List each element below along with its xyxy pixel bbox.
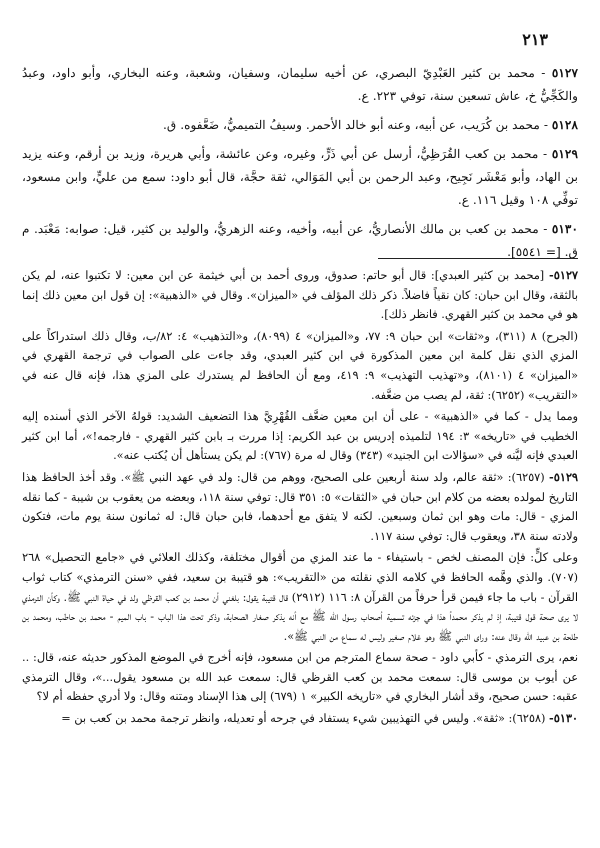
footnote-text: نعم، يرى الترمذي - كأبي داود - صحة سماع المترجم من ابن مسعود، فإنه أخرج في الموضع المذكور حديثه عنه، قال: .. عن أيوب بن موسى قال: سمعت محمد بن كعب القرظي قال: سمعت عبد الله بن مسعود يقول...»، وقال الترمذي عقبه: حسن صحيح، وقد أشار البخاري في «تاريخه الكبير» ١ (٦٧٩) إلى هذا الإسناد ومتنه وقال: ولا أدري حفظه أم لا؟ (22, 651, 578, 704)
footnote-number: ٥١٢٧- (549, 268, 579, 282)
footnote-paragraph (22, 548, 578, 646)
footnote-text: وعلى كلٍّ: فإن المصنف لخص - باستيفاء - ما عند المزي من أقوال مختلفة، وكذلك العلائي في «جامع التحصيل» ٢٦٨ (٧٠٧). والذي وهَّمه الحافظ في كلامه الذي نقلته من «التقريب»: هو قتيبة بن سعيد، ففي «سنن الترمذي» كتاب ثواب القرآن - باب ما جاء فيمن قرأ حرفاً من القرآن ٨: ١١٦ (٢٩١٢) قال قتيبة يقول: بلغني أن محمد بن كعب القرظي ولد في حياة النبي ﷺ. وكأن الترمذي لا يرى صحة قول قتيبة، إذ لم يذكر محمداً هذا في جزئه تسمية أصحاب رسول الله ﷺ مع أنه يذكر صغار الصحابة، وذكر تحت هذا الباب - باب الميم - محمد بن حاطب، ومحمد بن طلحة بن عبيد الله وقال عنه: وراى النبي ﷺ وهو غلام صغير وليس له سماع من النبي ﷺ». (22, 551, 578, 643)
footnote-5127 (22, 266, 578, 325)
entry-number: ٥١٣٠ (551, 222, 579, 236)
footnote-text: [محمد بن كثير العبدي]: قال أبو حاتم: صدوق، وروى أحمد بن أبي خيثمة عن ابن معين: لا تكتبوا عنه، لم يكن بالثقة، وقال ابن حبان: كان نقياً فاضلاً. ذكر ذلك المؤلف في «الميزان». وقال في «الذهبية»: إن قول ابن معين ذلك إنما هو في محمد بن كثير القهري. فانظر ذلك]. (22, 269, 578, 322)
entry-text: - محمد بن كعب القُرَظِيُّ، أرسل عن أبي ذَرٍّ، وغيره، وعن عائشة، وأبي هريرة، وزيد بن أرقم، وعنه يزيد بن الهاد، وأبو مَعْشَر نَجِيح، وعبد الرحمن بن أبي المَوَالي، ثقة حجَّة، قال أبو داود: سمع من عليٍّ، وابن مسعود، توفِّي ١٠٨ وقيل ١١٦. ع. (22, 147, 578, 207)
entry-number: ٥١٢٨ (551, 118, 578, 132)
entry-5128 (22, 114, 578, 137)
footnote-paragraph (22, 648, 578, 707)
footnote-text: ومما يدل - كما في «الذهبية» - على أن ابن معين ضعَّف القُهْرِيَّ هذا التضعيف الشديد: قولهُ الآخر الذي أسنده إليه الخطيب في «تاريخه» ٣: ١٩٤ لتلميذه إدريس بن عبد الكريم: إذا مررت بـ بابن كثير القهري - فارجمه!»، أما ابن كثير العبدي فإنه ليَّنه في «سؤالات ابن الجنيد» (٣٤٣) وقال له مرة (٧٦٧): لم يكن يستأهل أن يُكتب عنه». (22, 410, 578, 463)
entry-5127 (22, 62, 578, 108)
entries-section (22, 62, 578, 270)
entry-number: ٥١٢٧ (551, 66, 578, 80)
footnote-number: ٥١٣٠- (549, 711, 578, 726)
footnote-5130 (22, 709, 578, 729)
footnote-5129 (22, 468, 578, 546)
footnote-text: (٦٢٥٧): «ثقة عالم، ولد سنة أربعين على الصحيح، ووهم من قال: ولد في عهد النبي ﷺ». وقد أخذ الحافظ هذا التاريخ لمولده بعضه من كلام ابن حبان في «الثقات» ٥: ٣٥١ قال: توفي سنة ١١٨، وبعضه من يعقوب بن شيبة - كما نقله المزي - قال: مات وهو ابن ثمان وسبعين. لكنه لا يتفق مع أحدهما، فابن حبان قال: له ثمانون سنة يوم مات، فتكون ولادته سنة ٣٨، ويعقوب قال: توفي سنة ١١٧. (22, 470, 578, 543)
entry-text: - محمد بن كعب بن مالك الأنصاريُّ، عن أبيه، وأخيه، وعنه الزهريُّ، والوليد بن كثير، قيل: صوابه: مَعْبَد. م ق. [= ٥٥٤١]. (22, 222, 578, 259)
footnote-text: (٦٢٥٨): «ثقة». وليس في التهذيبين شيء يستفاد في جرحه أو تعديله، وانظر ترجمة محمد بن كعب بن = (61, 712, 546, 726)
footnote-paragraph (22, 407, 578, 466)
page-number: ٢١٣ (522, 30, 548, 49)
footnote-number: ٥١٢٩- (549, 469, 579, 484)
footnote-divider (378, 258, 578, 259)
footnote-paragraph (22, 327, 578, 405)
entry-number: ٥١٢٩ (551, 147, 578, 161)
entry-text: - محمد بن كثير العَبْدِيّ البصري، عن أخيه سليمان، وسفيان، وشعبة، وعنه البخاري، وأبو داود، وعبدُ والكَجِّيُّ خ، عاش تسعين سنة، توفي ٢٢٣. ع. (22, 66, 578, 103)
entry-text: - محمد بن كُرَيب، عن أبيه، وعنه أبو خالد الأحمر. وسيفُ التميميُّ، ضَعَّفوه. ق. (163, 118, 548, 132)
footnotes-section (22, 266, 578, 731)
entry-5129 (22, 143, 578, 212)
footnote-text: (الجرح) ٨ (٣١١)، و«ثقات» ابن حبان ٩: ٧٧، و«الميزان» ٤ (٨٠٩٩)، و«التذهيب» ٤: ٨٢/ب، وقال ذلك استدراكاً على المزي الذي نقل كلمة ابن معين المذكورة في ابن كثير العبدي، وقد جاءت على الصواب في ترجمة القهري في «الميزان» ٤ (٨١٠١)، و«تهذيب التهذيب» ٩: ٤١٩، ومع أن الحافظ لم يستدرك على المزي هذا، فإنه قال عنه في «التقريب» (٦٢٥٢): ثقة، لم يصب من ضعَّفه. (22, 329, 578, 402)
